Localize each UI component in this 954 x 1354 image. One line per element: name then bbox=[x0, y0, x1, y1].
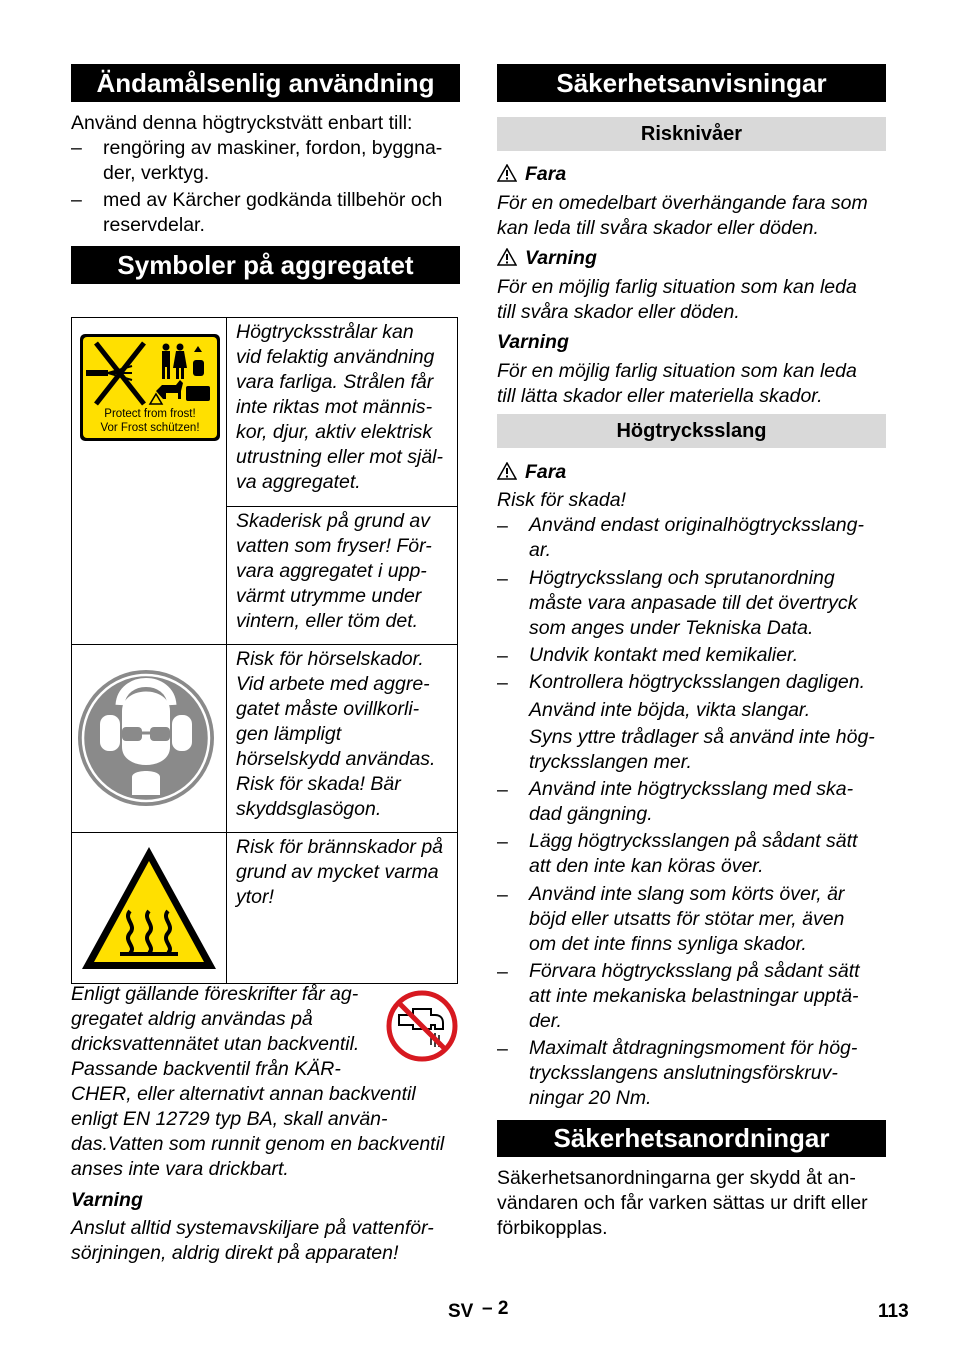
no-drinking-water-icon bbox=[385, 989, 459, 1063]
warning-label: Varning bbox=[71, 1189, 143, 1211]
symbol-cell-hot bbox=[72, 833, 227, 984]
list-item: Använd inte högtrycksslang med ska- dad gängning. bbox=[529, 778, 854, 825]
footer-page-number: 113 bbox=[878, 1301, 909, 1322]
warning-text: Anslut alltid systemavskiljare på vattenför- sörjningen, aldrig direkt på apparaten! bbox=[71, 1217, 434, 1264]
dash: – bbox=[497, 779, 508, 801]
list-item-cont: Använd inte böjda, vikta slangar. bbox=[529, 699, 811, 721]
symbol-text-frost: Skaderisk på grund av vatten som fryser! För- vara aggregatet i upp- värmt utrymme under vintern, eller töm det. bbox=[227, 507, 458, 645]
safety-devices-text: Säkerhetsanordningarna ger skydd åt an- vändaren och får varken sättas ur drift eller förbikopplas. bbox=[497, 1167, 868, 1239]
heading-intended-use: Ändamålsenlig användning bbox=[71, 64, 460, 102]
list-item: Kontrollera högtrycksslangen dagligen. bbox=[529, 671, 866, 693]
list-item: Maximalt åtdragningsmoment för hög- trycksslangens anslutningsförskruv- ningar 20 Nm. bbox=[529, 1037, 858, 1109]
list-item: Undvik kontakt med kemikalier. bbox=[529, 644, 799, 666]
footer-language: SV bbox=[448, 1301, 474, 1322]
dash: – bbox=[497, 515, 508, 537]
warning-triangle-icon bbox=[497, 462, 517, 480]
hot-surface-warning-icon bbox=[72, 833, 226, 982]
heading-risk-levels: Risknivåer bbox=[497, 117, 886, 151]
list-item-cont: Syns yttre trådlager så använd inte hög- trycksslangen mer. bbox=[529, 726, 875, 773]
danger-label: Fara bbox=[497, 162, 566, 187]
symbol-text-hot: Risk för brännskador på grund av mycket varma ytor! bbox=[227, 833, 458, 984]
hearing-protection-icon bbox=[72, 645, 226, 831]
symbol-text-hearing: Risk för hörselskador. Vid arbete med aggre- gatet måste ovillkorli- gen lämpligt hörselskydd användas. Risk för skada! Bär skyddsglasögon. bbox=[227, 645, 458, 833]
list-item: Förvara högtrycksslang på sådant sätt att inte mekaniska belastningar upptä- der. bbox=[529, 960, 860, 1032]
symbol-text-jet: Högtrycksstrålar kan vid felaktig användning vara farliga. Strålen får inte riktas mot männis- kor, djur, aktiv elektrisk utrustning eller mot själ- va aggregatet. bbox=[227, 318, 458, 507]
dash: – bbox=[497, 831, 508, 853]
symbol-cell-hearing bbox=[72, 645, 227, 833]
intro-text: Använd denna högtryckstvätt enbart till: bbox=[71, 112, 413, 134]
heading-symbols: Symboler på aggregatet bbox=[71, 246, 460, 284]
caution-label: Varning bbox=[497, 331, 569, 353]
dash: – bbox=[497, 568, 508, 590]
drinking-water-text: Enligt gällande föreskrifter får ag- gregatet aldrig användas på dricksvattennätet utan backventil. Passande backventil från KÄR- bbox=[71, 983, 360, 1080]
dash: – bbox=[497, 1038, 508, 1060]
caution-text: För en möjlig farlig situation som kan leda till lätta skador eller materiella skador. bbox=[497, 360, 857, 407]
drinking-water-text-cont: CHER, eller alternativt annan backventil enligt EN 12729 typ BA, skall använ- das.Vatten som runnit genom en backventil anses inte vara drickbart. bbox=[71, 1083, 445, 1180]
symbol-cell-jet bbox=[72, 318, 227, 645]
risk-text: Risk för skada! bbox=[497, 489, 626, 511]
warning-triangle-icon bbox=[497, 164, 517, 182]
svg-text:Vor Frost schützen!: Vor Frost schützen! bbox=[100, 422, 200, 434]
jet-warning-sign-icon bbox=[72, 318, 226, 458]
dash: – bbox=[497, 645, 508, 667]
heading-safety: Säkerhetsanvisningar bbox=[497, 64, 886, 102]
dash: – bbox=[71, 137, 82, 159]
svg-text:Protect from frost!: Protect from frost! bbox=[104, 408, 196, 420]
list-item: Använd inte slang som körts över, är böjd eller utsatts för stötar mer, även om det inte finns synliga skador. bbox=[529, 883, 845, 955]
heading-hose: Högtrycksslang bbox=[497, 414, 886, 448]
list-item: Högtrycksslang och sprutanordning måste vara anpasade till det övertryck som anges under Tekniska Data. bbox=[529, 567, 858, 639]
list-item: med av Kärcher godkända tillbehör och reservdelar. bbox=[103, 189, 443, 236]
danger-label-hose: Fara bbox=[497, 460, 566, 485]
dash: – bbox=[497, 672, 508, 694]
list-item: Använd endast originalhögtrycksslang- ar. bbox=[529, 514, 864, 561]
list-item: Lägg högtrycksslangen på sådant sätt att den inte kan köras över. bbox=[529, 830, 858, 877]
dash: – bbox=[497, 884, 508, 906]
list-item: rengöring av maskiner, fordon, byggna- der, verktyg. bbox=[103, 137, 443, 184]
dash: – bbox=[497, 961, 508, 983]
heading-safety-devices: Säkerhetsanordningar bbox=[497, 1120, 886, 1157]
danger-text: För en omedelbart överhängande fara som kan leda till svåra skador eller döden. bbox=[497, 192, 868, 239]
dash: – bbox=[71, 189, 82, 211]
symbol-table bbox=[71, 317, 458, 984]
warning-triangle-icon bbox=[497, 248, 517, 266]
footer-section-page: – 2 bbox=[482, 1298, 509, 1319]
warning-text: För en möjlig farlig situation som kan leda till svåra skador eller döden. bbox=[497, 276, 857, 323]
warning-label: Varning bbox=[497, 246, 597, 271]
